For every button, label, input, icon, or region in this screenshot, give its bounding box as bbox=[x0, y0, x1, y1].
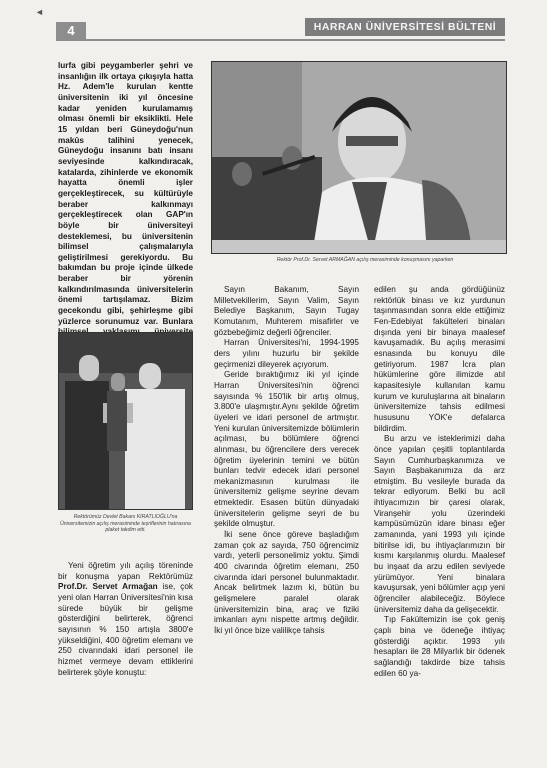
corner-mark: ◄ bbox=[35, 7, 44, 17]
paragraph: Tıp Fakültemizin ise çok geniş çaplı bina ve ödeneğe ihtiyaç gösterdiği açıktır. 1993 yılı hesapları ile 28 Milyarlık bir ödenek sağlandığı takdirde bize tahsis edilen 60 ya- bbox=[374, 615, 505, 678]
caption-photo-1: Rektör Prof.Dr. Servet ARMAĞAN açılış merasiminde konuşmasını yaparken bbox=[276, 257, 454, 263]
paragraph-lead: Yeni öğretim yılı açılış töreninde bir konuşma yapan Rektörümüz bbox=[58, 561, 193, 581]
paragraph: edilen şu anda gördüğünüz rektörlük binası ve kız yurdunun taşınmasından sonra elde ettiğimiz Fen-Edebiyat fakülteleri binaları dışında yeni bir binaya maalesef kavuşamadık. Bu açılış merasimi esnasında bu konuyu dile getiriyorum. 1987 İcra plan hükümlerine göre ilimizde atıl kapasitesiyle kullanılan kamu kurum ve kuruluşlarına ait binaların üniversitemize tahsis edilmesi hususunu YÖK'e defalarca bildirdim. bbox=[374, 285, 505, 433]
column-2-text bbox=[214, 285, 359, 637]
paragraph bbox=[58, 561, 193, 678]
paragraph: İki sene önce göreve başladığım zaman çok az sayıda, 750 öğrencimiz vardı, yeterli personelimiz yoktu. Şimdi 400 civarında öğretim elemanı, 250 civarında idari personel bulunmaktadır. Ancak belirtmek lazım ki, bütün bu gelişmelere paralel olarak üniversitemizin bina, araç ve fiziki imkanları aynı nispette artmış değildir. İki yıl önce bize valilikçe tahsis bbox=[214, 530, 359, 635]
paragraph: lurfa gibi peygamberler şehri ve insanlığın ilk ortaya çıkışıyla hatta Hz. Adem'le kurulan kentte üniversitenin iki yıl öncesine kadar yeniden kurulamamış olması önemli bir eksiklikti. Hele 15 yıldan beri Güneydoğu'nun makûs talihini yenecek, Güneydoğu insanını batı insanı seviyesinde kalkındıracak, katalarda, zihinlerde ve ekonomik hayatta önemli işler gerçekleştirecek, su kültürüyle beraber kalkınmayı gerçekleştirecek olan GAP'ın böyle bir üniversiteyi desteklemesi, bu üniversitenin bilimsel çalışmalarıyla geliştirilmesi gerekiyordu. Bu bakımdan bu proje içinde ülkede beraber bir yörenin kalkındırılmasında üniversitelerin önemi tartışılamaz. Bizim gecekondu gibi, şehirleşme gibi yüzlerce sorunumuz var. Bunlara bbox=[58, 61, 193, 326]
caption-photo-2: Rektörümüz Devlet Bakanı KIRATLIOĞLU'na Üniversitemizin açılış merasiminde teşriflerinin hatırasına plaket takdim etti. bbox=[60, 514, 191, 534]
paragraph: Geride bıraktığımız iki yıl içinde Harran Üniversitesi'nin öğrenci sayısında % 150'lik bir artış olmuş, 3.800'e ulaşmıştır.Aynı şekilde öğretim üyeleri ve idari personel de artmıştır. Yeni kurulan üniversitemizde bölümlerin açılması, bu bölümlere öğrenci alınması, bu öğrencilere ders verecek öğretim üyelerinin temini ve bütün bunları tedvir edecek idari personel mekanizmasının kurulması ile üniversitemiz gelişme seyrine devam etmektedir. Esasen bütün dünyadaki üniversitelerin gelişme seyri de bu şekilde olmuştur. bbox=[214, 370, 359, 529]
masthead: HARRAN ÜNİVERSİTESİ BÜLTENİ bbox=[305, 18, 505, 36]
photo-illustration bbox=[59, 333, 193, 510]
header-rule bbox=[56, 39, 505, 41]
photo-rector-speaking bbox=[211, 61, 507, 254]
column-1-text bbox=[58, 61, 193, 349]
photo-illustration bbox=[212, 62, 507, 254]
paragraph: Sayın Bakanım, Sayın Milletvekillerim, Sayın Valim, Sayın Belediye Başkanım, Sayın Tugay Komutanım, Muhterem misafirler ve gözbebeğimiz değerli öğrenciler. bbox=[214, 285, 359, 337]
page-number: 4 bbox=[56, 22, 86, 40]
paragraph: Harran Üniversitesi'ni, 1994-1995 ders yılını huzurlu bir şekilde geçirmenizi dileyerek açıyorum. bbox=[214, 338, 359, 369]
column-3-text bbox=[374, 285, 505, 679]
paragraph: Bu arzu ve isteklerimizi daha önce yapılan çeşitli toplantılarda Sayın Cumhurbaşkanımıza ve Sayın Başbakanımıza da arz etmiştim. Bu vesileyle burada da tekrar ediyorum. Belki bu acil ihtiyacımızın bir çaresi olarak, Viranşehir yolu üzerindeki kampüsümüzün idare binası eğer zamanında, yani 1993 yılı içinde bitirilse idi, bu ihtiyaçlarımızın bir kısmı karşılanmış olurdu. Maalesef bu inşaat da arzu edilen seviyede yürümüyor. Yeni binalara kavuşursak, yeni bölümler açıp yeni öğrenciler alabileceğiz. Böylece üniversitemiz daha da gelişecektir. bbox=[374, 434, 505, 614]
column-1-bottom-text bbox=[58, 561, 193, 678]
rector-name: Prof.Dr. Servet Armağan bbox=[58, 582, 158, 592]
photo-rector-presenting-plaque bbox=[58, 332, 193, 510]
paragraph-rest: ise, çok yeni olan Harran Üniversitesi'nin kısa sürede büyük bir gelişme gösterdiğini belirterek, öğrenci sayısının % 150 artışla 3800'e yükseldiğini, 400 öğretim elemanı ve 250 civarındaki idari personel ile hizmet vermeye devam ettiklerini belirterek şöyle konuştu: bbox=[58, 582, 193, 677]
